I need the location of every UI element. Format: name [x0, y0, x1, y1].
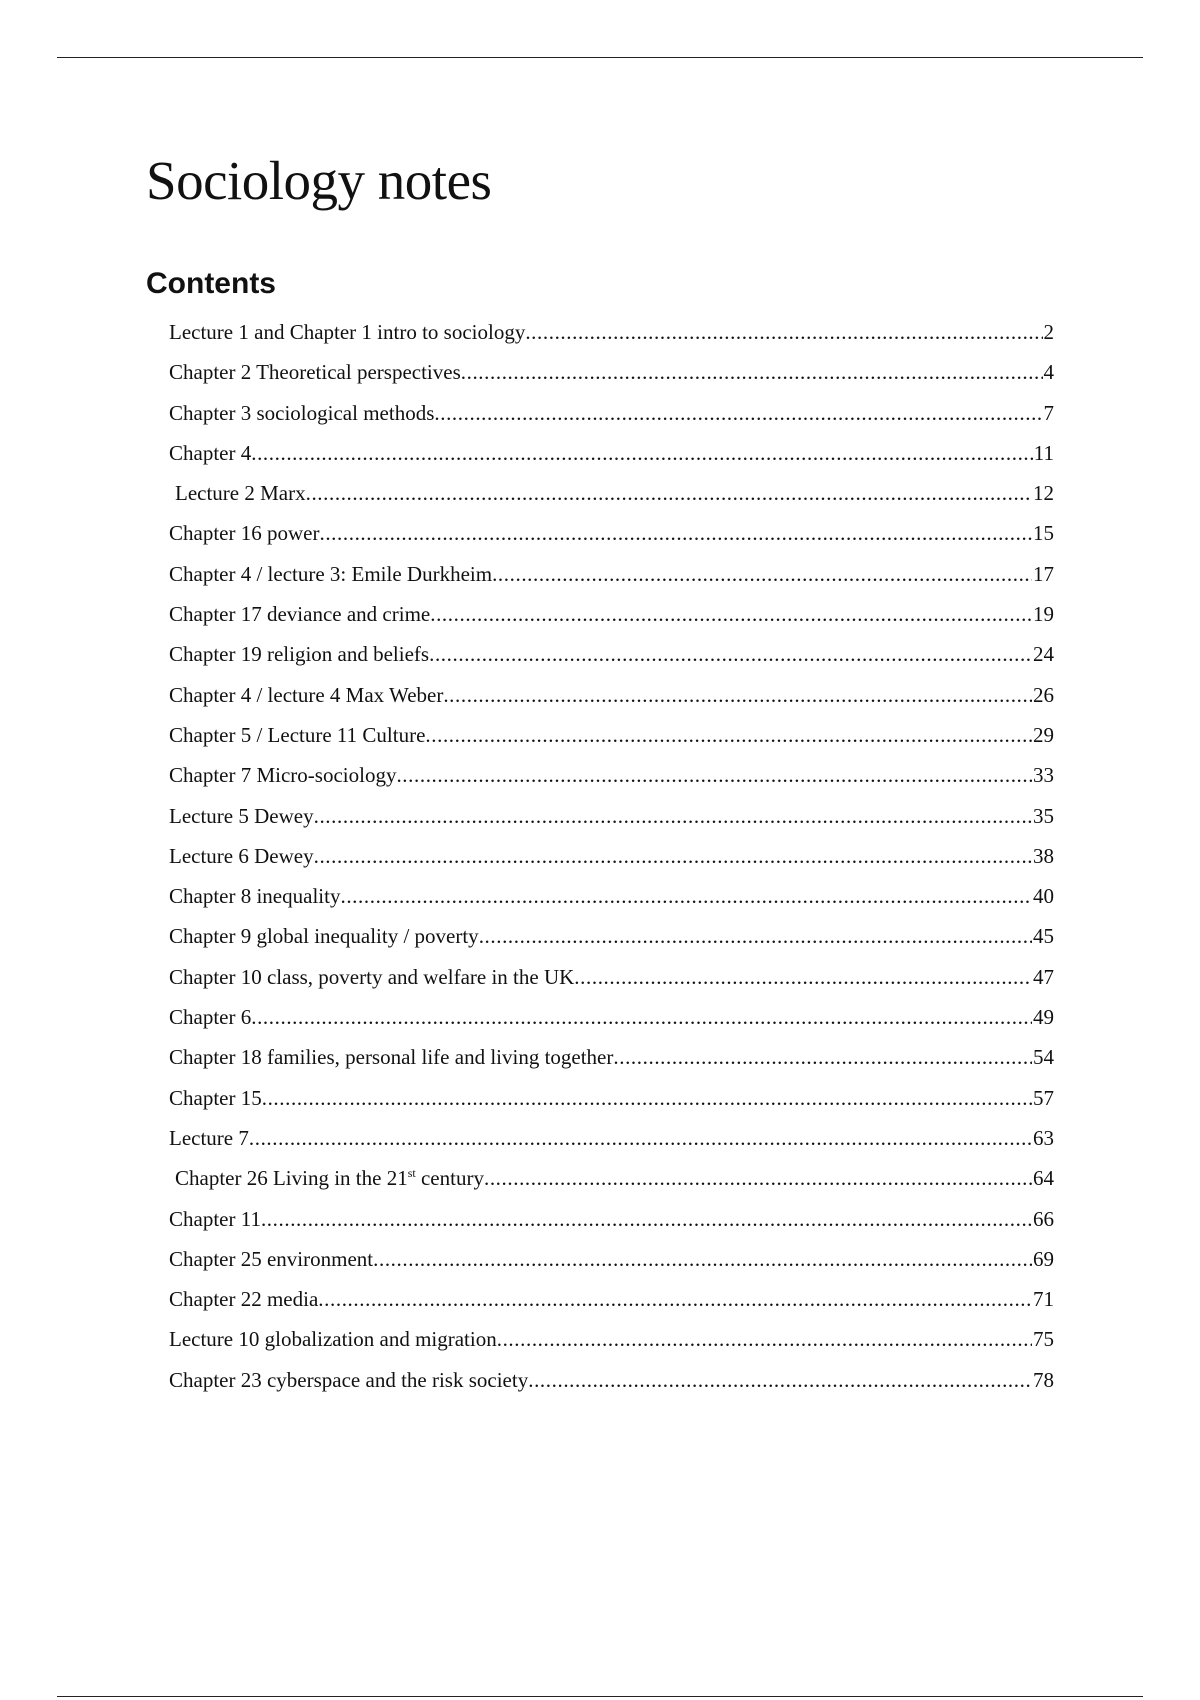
toc-entry-label: Chapter 8 inequality: [169, 884, 341, 909]
toc-page-number: 63: [1033, 1125, 1054, 1150]
toc-page-number: 75: [1033, 1327, 1054, 1352]
toc-dot-leader: [262, 1078, 1032, 1118]
toc-page-number: 64: [1033, 1166, 1054, 1191]
toc-entry[interactable]: [169, 957, 1054, 997]
toc-entry-label: Chapter 4 / lecture 4 Max Weber: [169, 682, 444, 707]
toc-entry[interactable]: [169, 1239, 1054, 1279]
toc-dot-leader: [314, 836, 1032, 876]
toc-entry[interactable]: [169, 352, 1054, 392]
toc-entry-label: Chapter 5 / Lecture 11 Culture: [169, 722, 426, 747]
toc-page-number: 47: [1033, 964, 1054, 989]
toc-dot-leader: [484, 1158, 1032, 1198]
toc-entry[interactable]: [169, 796, 1054, 836]
contents-heading: Contents: [146, 267, 276, 300]
toc-page-number: 69: [1033, 1246, 1054, 1271]
toc-dot-leader: [429, 634, 1032, 674]
toc-page-number: 54: [1033, 1045, 1054, 1070]
footer-rule: [57, 1696, 1143, 1697]
toc-entry[interactable]: [169, 312, 1054, 352]
toc-dot-leader: [461, 352, 1043, 392]
toc-dot-leader: [314, 796, 1032, 836]
toc-entry[interactable]: [169, 1037, 1054, 1077]
toc-entry-label: Chapter 7 Micro-sociology: [169, 763, 397, 788]
toc-entry-label-main: Chapter 26 Living in the 21: [175, 1166, 408, 1191]
toc-entry[interactable]: [169, 836, 1054, 876]
toc-page-number: 45: [1033, 924, 1054, 949]
toc-dot-leader: [251, 433, 1033, 473]
toc-page-number: 57: [1033, 1085, 1054, 1110]
toc-entry-label: Lecture 1 and Chapter 1 intro to sociology: [169, 320, 526, 344]
toc-page-number: 71: [1033, 1287, 1054, 1312]
toc-dot-leader: [528, 1360, 1032, 1400]
toc-entry[interactable]: [169, 876, 1054, 916]
toc-dot-leader: [425, 715, 1032, 755]
toc-dot-leader: [443, 675, 1032, 715]
toc-entry-label: Chapter 4: [169, 440, 252, 465]
toc-page-number: 7: [1043, 400, 1054, 425]
toc-entry-label-tail: century: [415, 1166, 484, 1191]
toc-entry-label: Chapter 22 media: [169, 1287, 319, 1312]
toc-entry[interactable]: [169, 1319, 1054, 1359]
toc-entry[interactable]: [169, 1078, 1054, 1118]
toc-page-number: 2: [1043, 320, 1054, 344]
toc-entry[interactable]: [169, 634, 1054, 674]
toc-entry[interactable]: [169, 1279, 1054, 1319]
toc-entry-label: Chapter 4 / lecture 3: Emile Durkheim: [169, 561, 493, 586]
table-of-contents: [169, 312, 1054, 1400]
toc-entry[interactable]: [169, 1199, 1054, 1239]
toc-entry[interactable]: [169, 1158, 1054, 1198]
toc-page-number: 12: [1033, 481, 1054, 506]
toc-entry[interactable]: [169, 473, 1054, 513]
toc-page-number: 19: [1033, 602, 1054, 627]
toc-entry[interactable]: [169, 715, 1054, 755]
toc-page-number: 49: [1033, 1005, 1054, 1030]
toc-dot-leader: [525, 312, 1042, 352]
toc-entry-label: Chapter 25 environment: [169, 1246, 374, 1271]
toc-page-number: 11: [1033, 440, 1054, 465]
toc-entry[interactable]: [169, 1360, 1054, 1400]
toc-dot-leader: [249, 1118, 1032, 1158]
toc-dot-leader: [574, 957, 1032, 997]
toc-entry-label: Chapter 6: [169, 1005, 252, 1030]
toc-dot-leader: [396, 755, 1032, 795]
toc-entry-label: Chapter 19 religion and beliefs: [169, 642, 430, 667]
toc-entry-label: Lecture 7: [169, 1125, 249, 1150]
toc-dot-leader: [613, 1037, 1032, 1077]
toc-dot-leader: [318, 1279, 1032, 1319]
toc-dot-leader: [497, 1319, 1032, 1359]
toc-entry[interactable]: [169, 997, 1054, 1037]
toc-entry[interactable]: [169, 675, 1054, 715]
toc-entry-label: Chapter 15: [169, 1085, 262, 1110]
toc-page-number: 35: [1033, 803, 1054, 828]
toc-entry-label: Chapter 2 Theoretical perspectives: [169, 360, 461, 385]
toc-dot-leader: [430, 594, 1032, 634]
toc-page-number: 24: [1033, 642, 1054, 667]
toc-entry-label-superscript: st: [407, 1166, 416, 1181]
document-title: Sociology notes: [146, 150, 492, 211]
toc-dot-leader: [479, 916, 1032, 956]
toc-page-number: 33: [1033, 763, 1054, 788]
header-rule: [57, 57, 1143, 58]
toc-page-number: 66: [1033, 1206, 1054, 1231]
toc-entry-label: Chapter 18 families, personal life and living together: [169, 1045, 614, 1070]
toc-page-number: 40: [1033, 884, 1054, 909]
toc-entry[interactable]: [169, 594, 1054, 634]
toc-page-number: 38: [1033, 843, 1054, 868]
toc-entry-label: Chapter 9 global inequality / poverty: [169, 924, 479, 949]
toc-entry[interactable]: [169, 393, 1054, 433]
toc-entry[interactable]: [169, 1118, 1054, 1158]
toc-entry[interactable]: [169, 755, 1054, 795]
toc-dot-leader: [319, 513, 1032, 553]
toc-entry-label: [169, 1158, 484, 1198]
toc-dot-leader: [373, 1239, 1032, 1279]
toc-entry-label: Chapter 11: [169, 1206, 261, 1231]
toc-entry-label: Chapter 23 cyberspace and the risk society: [169, 1367, 529, 1392]
toc-entry-label: Chapter 16 power: [169, 521, 320, 546]
toc-entry-label: Lecture 5 Dewey: [169, 803, 314, 828]
toc-page-number: 26: [1033, 682, 1054, 707]
toc-entry[interactable]: [169, 433, 1054, 473]
toc-page-number: 29: [1033, 722, 1054, 747]
toc-page-number: 15: [1033, 521, 1054, 546]
toc-entry[interactable]: [169, 916, 1054, 956]
toc-entry[interactable]: [169, 554, 1054, 594]
toc-entry-label: Lecture 6 Dewey: [169, 843, 314, 868]
toc-dot-leader: [306, 473, 1032, 513]
toc-dot-leader: [434, 393, 1042, 433]
toc-entry[interactable]: [169, 513, 1054, 553]
toc-dot-leader: [261, 1199, 1032, 1239]
toc-entry-label: Chapter 3 sociological methods: [169, 400, 435, 425]
toc-page-number: 17: [1033, 561, 1054, 586]
toc-entry-label: Lecture 2 Marx: [175, 481, 306, 506]
toc-dot-leader: [492, 554, 1032, 594]
toc-dot-leader: [340, 876, 1032, 916]
toc-dot-leader: [251, 997, 1032, 1037]
toc-entry-label: Lecture 10 globalization and migration: [169, 1327, 497, 1352]
toc-entry-label: Chapter 10 class, poverty and welfare in the UK: [169, 964, 575, 989]
toc-page-number: 4: [1043, 360, 1054, 385]
toc-entry-label: Chapter 17 deviance and crime: [169, 602, 431, 627]
toc-page-number: 78: [1033, 1367, 1054, 1392]
